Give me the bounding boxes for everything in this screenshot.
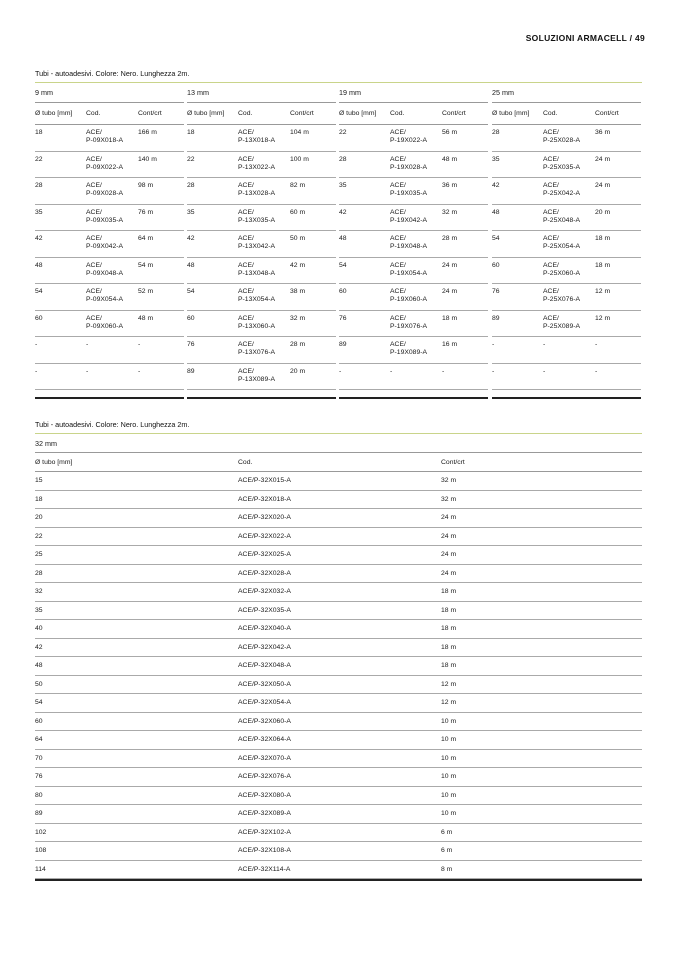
size-group xyxy=(339,84,488,399)
table-row xyxy=(339,125,488,152)
table2-bottom-rule xyxy=(35,879,642,881)
table-row xyxy=(187,364,336,391)
cell-code: - xyxy=(543,341,546,348)
cell-diameter: - xyxy=(339,367,342,375)
column-header-code: Cod. xyxy=(86,110,101,117)
cell-code: ACE/P-32X108-A xyxy=(238,847,291,855)
table-row xyxy=(35,768,642,787)
table-row xyxy=(339,205,488,232)
table-row xyxy=(35,750,642,769)
table-row xyxy=(35,491,642,510)
cell-quantity: 24 m xyxy=(441,532,457,540)
cell-diameter: 22 xyxy=(35,532,43,540)
group-bottom-rule xyxy=(339,397,488,399)
table-row xyxy=(339,284,488,311)
cell-diameter: 28 xyxy=(35,182,43,189)
cell-diameter: 60 xyxy=(492,261,500,269)
cell-code: ACE/ P-13X060-A xyxy=(238,314,276,330)
cell-code: ACE/P-32X040-A xyxy=(238,625,291,633)
cell-diameter: 60 xyxy=(339,288,347,295)
column-header-quantity: Cont/crt xyxy=(442,110,466,117)
cell-quantity: 18 m xyxy=(441,662,457,670)
cell-quantity: 64 m xyxy=(138,235,154,242)
table-row xyxy=(492,152,641,179)
table-row xyxy=(187,152,336,179)
group-bottom-rule xyxy=(187,397,336,399)
table-row xyxy=(35,125,184,152)
cell-quantity: 54 m xyxy=(138,261,154,269)
cell-diameter: 28 xyxy=(339,155,347,163)
column-header-quantity: Cont/crt xyxy=(441,458,465,466)
table-row xyxy=(187,178,336,205)
cell-quantity: 10 m xyxy=(441,717,457,725)
cell-diameter: 18 xyxy=(35,129,43,136)
table-row xyxy=(35,546,642,565)
cell-code: ACE/P-32X089-A xyxy=(238,810,291,818)
cell-diameter: 48 xyxy=(492,208,500,216)
column-header-code: Cod. xyxy=(543,110,558,117)
cell-quantity: 8 m xyxy=(441,865,453,873)
table-row xyxy=(35,824,642,843)
table-row xyxy=(339,178,488,205)
cell-code: ACE/P-32X035-A xyxy=(238,606,291,614)
cell-diameter: 35 xyxy=(187,208,195,216)
group-bottom-rule xyxy=(492,397,641,399)
cell-code: ACE/ P-25X048-A xyxy=(543,208,581,224)
table-row xyxy=(35,258,184,285)
table-row xyxy=(35,472,642,491)
table-row xyxy=(35,861,642,880)
cell-diameter: 28 xyxy=(187,182,195,189)
table2-body xyxy=(35,472,642,879)
column-header-diameter: Ø tubo [mm] xyxy=(35,458,73,466)
cell-code: - xyxy=(543,367,546,375)
table-row xyxy=(35,528,642,547)
cell-code: ACE/P-32X048-A xyxy=(238,662,291,670)
cell-diameter: 80 xyxy=(35,791,43,799)
table-row xyxy=(35,713,642,732)
cell-diameter: 48 xyxy=(187,261,195,269)
table-row xyxy=(492,205,641,232)
cell-diameter: 76 xyxy=(35,773,43,781)
table-row xyxy=(492,337,641,364)
page-header: SOLUZIONI ARMACELL / 49 xyxy=(525,33,645,43)
table-row xyxy=(187,125,336,152)
cell-diameter: 48 xyxy=(339,235,347,242)
cell-quantity: 32 m xyxy=(441,495,457,503)
cell-quantity: 6 m xyxy=(441,828,453,836)
table-row xyxy=(35,152,184,179)
cell-diameter: 89 xyxy=(187,367,195,375)
cell-diameter: 42 xyxy=(35,235,43,242)
column-header-quantity: Cont/crt xyxy=(290,110,314,117)
cell-code: ACE/ P-19X060-A xyxy=(390,288,428,304)
cell-code: ACE/ P-13X076-A xyxy=(238,341,276,357)
cell-code: ACE/P-32X050-A xyxy=(238,680,291,688)
cell-quantity: 24 m xyxy=(595,182,611,189)
cell-quantity: 36 m xyxy=(595,129,611,136)
table1 xyxy=(35,84,642,399)
cell-code: ACE/ P-09X060-A xyxy=(86,314,124,330)
table1-caption: Tubi - autoadesivi. Colore: Nero. Lunghezza 2m. xyxy=(35,69,190,78)
table-row xyxy=(35,639,642,658)
table2-caption: Tubi - autoadesivi. Colore: Nero. Lunghezza 2m. xyxy=(35,420,190,429)
table2-column-header xyxy=(35,453,642,472)
cell-code: ACE/ P-09X048-A xyxy=(86,261,124,277)
cell-quantity: 24 m xyxy=(441,569,457,577)
cell-code: ACE/ P-09X035-A xyxy=(86,208,124,224)
cell-diameter: 89 xyxy=(492,314,500,322)
cell-code: ACE/ P-09X042-A xyxy=(86,235,124,251)
cell-quantity: 24 m xyxy=(442,288,458,295)
cell-code: - xyxy=(86,341,89,348)
cell-code: ACE/ P-19X048-A xyxy=(390,235,428,251)
cell-code: ACE/ P-25X028-A xyxy=(543,129,581,145)
group-column-header xyxy=(35,103,184,125)
table-row xyxy=(492,311,641,338)
cell-quantity: 56 m xyxy=(442,129,458,136)
cell-diameter: 15 xyxy=(35,477,43,485)
column-header-diameter: Ø tubo [mm] xyxy=(187,110,225,117)
table-row xyxy=(35,178,184,205)
cell-quantity: 12 m xyxy=(595,288,611,295)
cell-code: ACE/P-32X102-A xyxy=(238,828,291,836)
cell-code: ACE/ P-09X022-A xyxy=(86,155,124,171)
cell-code: ACE/ P-19X042-A xyxy=(390,208,428,224)
cell-quantity: 18 m xyxy=(442,314,458,322)
table-row xyxy=(35,805,642,824)
cell-quantity: 12 m xyxy=(441,680,457,688)
table-row xyxy=(35,731,642,750)
cell-quantity: - xyxy=(138,367,141,375)
cell-diameter: - xyxy=(492,341,495,348)
cell-quantity: 18 m xyxy=(595,261,611,269)
table-row xyxy=(35,311,184,338)
cell-diameter: 18 xyxy=(35,495,43,503)
cell-quantity: 48 m xyxy=(442,155,458,163)
cell-quantity: 48 m xyxy=(138,314,154,322)
column-header-quantity: Cont/crt xyxy=(138,110,162,117)
table-row xyxy=(35,284,184,311)
table-row xyxy=(187,231,336,258)
cell-code: ACE/ P-09X028-A xyxy=(86,182,124,198)
caption-divider xyxy=(35,433,642,434)
table-row xyxy=(35,602,642,621)
cell-quantity: 60 m xyxy=(290,208,306,216)
cell-quantity: 98 m xyxy=(138,182,154,189)
cell-diameter: 48 xyxy=(35,261,43,269)
cell-code: ACE/P-32X114-A xyxy=(238,865,291,873)
cell-code: - xyxy=(86,367,89,375)
cell-quantity: 166 m xyxy=(138,129,157,136)
table-row xyxy=(35,620,642,639)
cell-quantity: 10 m xyxy=(441,736,457,744)
cell-diameter: - xyxy=(35,367,38,375)
table-row xyxy=(339,231,488,258)
cell-quantity: 28 m xyxy=(442,235,458,242)
size-group xyxy=(492,84,641,399)
cell-quantity: - xyxy=(595,367,598,375)
cell-diameter: 76 xyxy=(339,314,347,322)
cell-code: ACE/P-32X020-A xyxy=(238,514,291,522)
group-column-header xyxy=(492,103,641,125)
group-column-header xyxy=(339,103,488,125)
cell-quantity: 36 m xyxy=(442,182,458,189)
cell-diameter: 76 xyxy=(492,288,500,295)
table-row xyxy=(35,337,184,364)
cell-quantity: 10 m xyxy=(441,754,457,762)
cell-quantity: 20 m xyxy=(290,367,306,375)
cell-code: ACE/P-32X054-A xyxy=(238,699,291,707)
cell-code: ACE/ P-19X022-A xyxy=(390,129,428,145)
cell-code: ACE/ P-13X054-A xyxy=(238,288,276,304)
cell-diameter: 35 xyxy=(35,606,43,614)
table-row xyxy=(35,565,642,584)
cell-quantity: 20 m xyxy=(595,208,611,216)
column-header-quantity: Cont/crt xyxy=(595,110,619,117)
cell-diameter: 54 xyxy=(187,288,195,295)
cell-diameter: 22 xyxy=(187,155,195,163)
size-group xyxy=(187,84,336,399)
cell-quantity: 38 m xyxy=(290,288,306,295)
table-row xyxy=(492,258,641,285)
table-row xyxy=(492,364,641,391)
group-bottom-rule xyxy=(35,397,184,399)
cell-code: ACE/ P-25X060-A xyxy=(543,261,581,277)
cell-diameter: 48 xyxy=(35,662,43,670)
table-row xyxy=(187,284,336,311)
cell-code: ACE/ P-13X028-A xyxy=(238,182,276,198)
cell-diameter: 108 xyxy=(35,847,47,855)
cell-quantity: 10 m xyxy=(441,810,457,818)
table-row xyxy=(339,311,488,338)
table-row xyxy=(35,509,642,528)
cell-code: ACE/ P-13X042-A xyxy=(238,235,276,251)
cell-code: ACE/P-32X022-A xyxy=(238,532,291,540)
cell-quantity: 76 m xyxy=(138,208,154,216)
cell-quantity: 52 m xyxy=(138,288,154,295)
cell-diameter: 42 xyxy=(339,208,347,216)
cell-quantity: 140 m xyxy=(138,155,157,163)
cell-diameter: 42 xyxy=(187,235,195,242)
group-column-header xyxy=(187,103,336,125)
cell-diameter: 60 xyxy=(35,314,43,322)
cell-diameter: 50 xyxy=(35,680,43,688)
table-row xyxy=(339,152,488,179)
cell-diameter: 25 xyxy=(35,551,43,559)
cell-diameter: 54 xyxy=(35,288,43,295)
cell-diameter: 42 xyxy=(492,182,500,189)
cell-code: ACE/P-32X032-A xyxy=(238,588,291,596)
table-row xyxy=(339,337,488,364)
table-row xyxy=(187,258,336,285)
cell-diameter: 54 xyxy=(492,235,500,242)
cell-quantity: 24 m xyxy=(442,261,458,269)
cell-diameter: 22 xyxy=(339,129,347,136)
cell-diameter: - xyxy=(492,367,495,375)
cell-quantity: 24 m xyxy=(441,551,457,559)
cell-diameter: - xyxy=(35,341,38,348)
cell-diameter: 60 xyxy=(35,717,43,725)
cell-diameter: 32 xyxy=(35,588,43,596)
cell-diameter: 35 xyxy=(492,155,500,163)
cell-quantity: 32 m xyxy=(290,314,306,322)
cell-quantity: 24 m xyxy=(595,155,611,163)
column-header-diameter: Ø tubo [mm] xyxy=(339,110,377,117)
group-title: 19 mm xyxy=(339,84,488,103)
cell-quantity: 24 m xyxy=(441,514,457,522)
cell-quantity: 18 m xyxy=(595,235,611,242)
table-row xyxy=(187,205,336,232)
cell-code: ACE/ P-19X076-A xyxy=(390,314,428,330)
table-row xyxy=(35,583,642,602)
column-header-diameter: Ø tubo [mm] xyxy=(492,110,530,117)
table-row xyxy=(35,676,642,695)
cell-code: ACE/ P-09X018-A xyxy=(86,129,124,145)
size-group xyxy=(35,84,184,399)
cell-quantity: 18 m xyxy=(441,588,457,596)
cell-diameter: 114 xyxy=(35,865,46,873)
table2 xyxy=(35,435,642,881)
table-row xyxy=(339,258,488,285)
cell-code: ACE/P-32X064-A xyxy=(238,736,291,744)
table-row xyxy=(35,205,184,232)
cell-code: ACE/P-32X076-A xyxy=(238,773,291,781)
cell-diameter: 64 xyxy=(35,736,43,744)
cell-quantity: 50 m xyxy=(290,235,306,242)
cell-code: ACE/P-32X015-A xyxy=(238,477,291,485)
cell-quantity: - xyxy=(138,341,141,348)
table-row xyxy=(35,231,184,258)
cell-diameter: 54 xyxy=(35,699,43,707)
cell-quantity: 12 m xyxy=(441,699,457,707)
column-header-code: Cod. xyxy=(238,110,253,117)
table-row xyxy=(35,364,184,391)
cell-code: ACE/P-32X080-A xyxy=(238,791,291,799)
group-title: 25 mm xyxy=(492,84,641,103)
cell-quantity: 32 m xyxy=(442,208,458,216)
cell-quantity: 82 m xyxy=(290,182,306,189)
column-header-code: Cod. xyxy=(238,458,253,466)
cell-diameter: 60 xyxy=(187,314,195,322)
cell-diameter: 89 xyxy=(339,341,347,348)
cell-diameter: 35 xyxy=(339,182,347,189)
cell-code: ACE/ P-25X054-A xyxy=(543,235,581,251)
cell-code: ACE/P-32X028-A xyxy=(238,569,291,577)
cell-quantity: 10 m xyxy=(441,773,457,781)
table-row xyxy=(187,311,336,338)
table-row xyxy=(35,657,642,676)
table-row xyxy=(492,178,641,205)
cell-diameter: 54 xyxy=(339,261,347,269)
cell-code: ACE/ P-19X054-A xyxy=(390,261,428,277)
cell-quantity: 16 m xyxy=(442,341,458,348)
cell-diameter: 35 xyxy=(35,208,43,216)
table-row xyxy=(492,231,641,258)
table-row xyxy=(35,787,642,806)
cell-code: ACE/ P-19X089-A xyxy=(390,341,428,357)
cell-quantity: 10 m xyxy=(441,791,457,799)
group-title: 9 mm xyxy=(35,84,184,103)
cell-diameter: 20 xyxy=(35,514,43,522)
cell-quantity: 12 m xyxy=(595,314,611,322)
group-title: 13 mm xyxy=(187,84,336,103)
cell-diameter: 76 xyxy=(187,341,195,348)
cell-code: ACE/ P-13X035-A xyxy=(238,208,276,224)
cell-quantity: - xyxy=(595,341,598,348)
cell-code: ACE/ P-25X089-A xyxy=(543,314,581,330)
cell-code: ACE/ P-13X089-A xyxy=(238,367,276,383)
cell-code: ACE/P-32X042-A xyxy=(238,643,291,651)
caption-divider xyxy=(35,82,642,83)
cell-quantity: 104 m xyxy=(290,129,309,136)
cell-code: ACE/P-32X025-A xyxy=(238,551,291,559)
cell-quantity: 28 m xyxy=(290,341,306,348)
table-row xyxy=(35,694,642,713)
cell-code: - xyxy=(390,367,393,375)
cell-quantity: - xyxy=(442,367,445,375)
cell-diameter: 22 xyxy=(35,155,43,163)
cell-code: ACE/ P-25X076-A xyxy=(543,288,581,304)
cell-quantity: 32 m xyxy=(441,477,457,485)
cell-diameter: 18 xyxy=(187,129,195,136)
cell-diameter: 89 xyxy=(35,810,43,818)
column-header-diameter: Ø tubo [mm] xyxy=(35,110,73,117)
table-row xyxy=(339,364,488,391)
cell-diameter: 42 xyxy=(35,643,43,651)
cell-quantity: 42 m xyxy=(290,261,306,269)
cell-code: ACE/ P-19X035-A xyxy=(390,182,428,198)
cell-quantity: 18 m xyxy=(441,606,457,614)
table2-group-title: 32 mm xyxy=(35,435,642,453)
cell-code: ACE/ P-19X028-A xyxy=(390,155,428,171)
table-row xyxy=(492,125,641,152)
cell-code: ACE/ P-25X035-A xyxy=(543,155,581,171)
cell-code: ACE/ P-09X054-A xyxy=(86,288,124,304)
cell-code: ACE/P-32X070-A xyxy=(238,754,291,762)
cell-diameter: 102 xyxy=(35,828,47,836)
cell-code: ACE/P-32X018-A xyxy=(238,495,291,503)
cell-quantity: 100 m xyxy=(290,155,309,163)
cell-quantity: 6 m xyxy=(441,847,453,855)
table-row xyxy=(35,842,642,861)
column-header-code: Cod. xyxy=(390,110,405,117)
cell-diameter: 40 xyxy=(35,625,43,633)
cell-code: ACE/ P-25X042-A xyxy=(543,182,581,198)
cell-code: ACE/ P-13X022-A xyxy=(238,155,276,171)
table-row xyxy=(492,284,641,311)
table-row xyxy=(187,337,336,364)
cell-diameter: 28 xyxy=(35,569,43,577)
cell-code: ACE/P-32X060-A xyxy=(238,717,291,725)
cell-code: ACE/ P-13X048-A xyxy=(238,261,276,277)
cell-quantity: 18 m xyxy=(441,643,457,651)
cell-code: ACE/ P-13X018-A xyxy=(238,129,276,145)
cell-quantity: 18 m xyxy=(441,625,457,633)
cell-diameter: 70 xyxy=(35,754,43,762)
cell-diameter: 28 xyxy=(492,129,500,136)
